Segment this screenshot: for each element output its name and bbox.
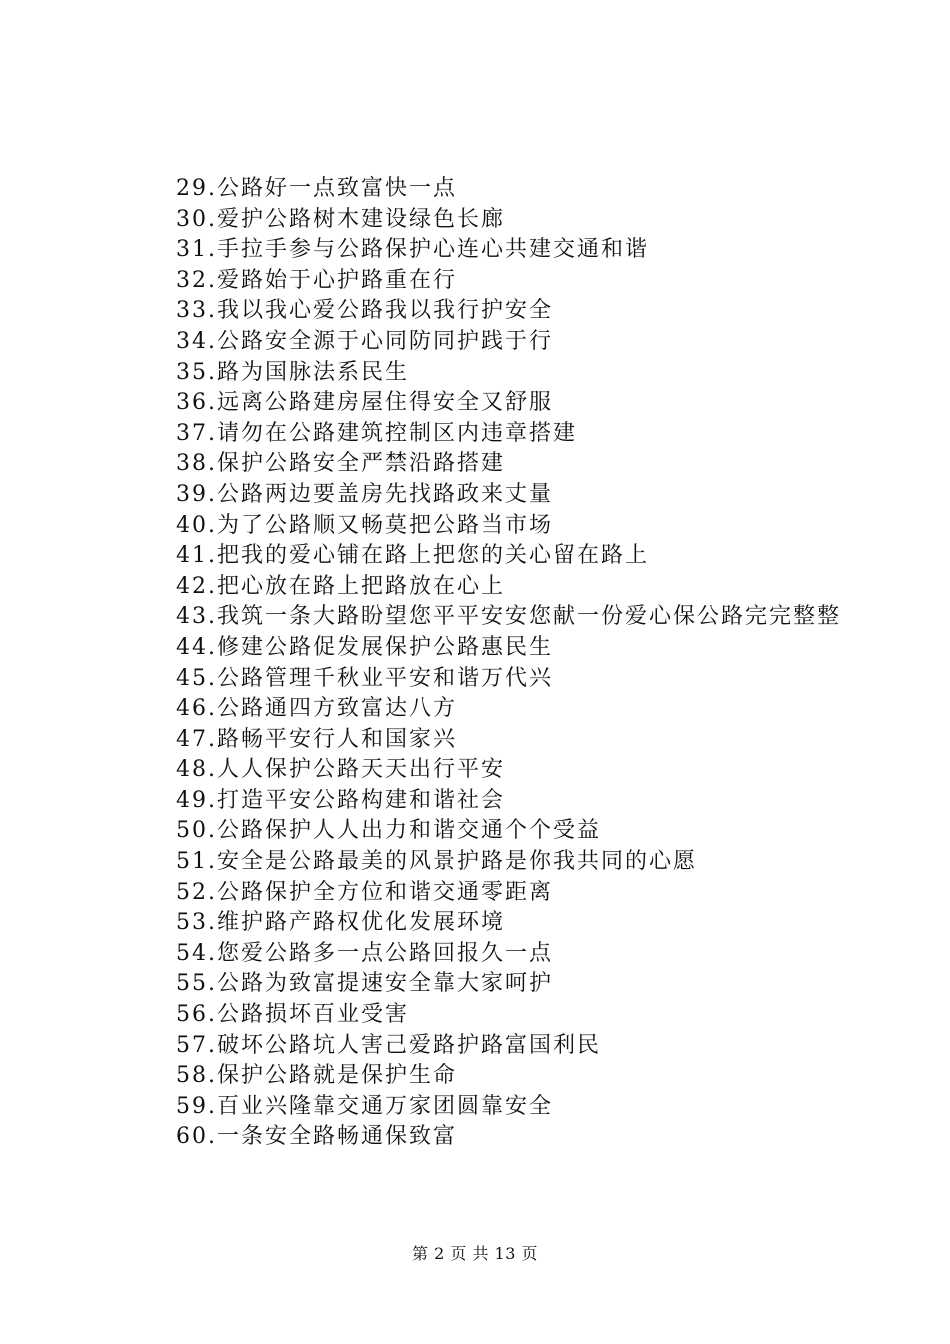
list-item: 40.为了公路顺又畅莫把公路当市场 [176, 512, 553, 538]
list-item: 52.公路保护全方位和谐交通零距离 [176, 879, 553, 905]
list-item: 58.保护公路就是保护生命 [176, 1063, 457, 1089]
list-item: 49.打造平安公路构建和谐社会 [176, 787, 505, 813]
list-item: 38.保护公路安全严禁沿路搭建 [176, 451, 505, 477]
list-item: 59.百业兴隆靠交通万家团圆靠安全 [176, 1093, 553, 1119]
list-item: 31.手拉手参与公路保护心连心共建交通和谐 [176, 237, 649, 263]
list-item: 43.我筑一条大路盼望您平平安安您献一份爱心保公路完完整整 [176, 604, 841, 630]
list-item: 47.路畅平安行人和国家兴 [176, 726, 457, 752]
slogan-list [130, 174, 850, 1153]
page-footer: 第 2 页 共 13 页 [412, 1244, 538, 1263]
list-item: 34.公路安全源于心同防同护践于行 [176, 328, 553, 354]
list-item: 29.公路好一点致富快一点 [176, 176, 457, 201]
list-item: 46.公路通四方致富达八方 [176, 696, 457, 722]
list-item: 41.把我的爱心铺在路上把您的关心留在路上 [176, 543, 649, 569]
list-item: 56.公路损坏百业受害 [176, 1002, 409, 1028]
list-item: 53.维护路产路权优化发展环境 [176, 910, 505, 936]
list-item: 35.路为国脉法系民生 [176, 359, 409, 385]
list-item: 32.爱路始于心护路重在行 [176, 267, 457, 293]
list-item: 37.请勿在公路建筑控制区内违章搭建 [176, 420, 577, 446]
list-item: 60.一条安全路畅通保致富 [176, 1124, 457, 1150]
list-item: 55.公路为致富提速安全靠大家呵护 [176, 971, 553, 997]
list-item: 33.我以我心爱公路我以我行护安全 [176, 298, 553, 324]
list-item: 44.修建公路促发展保护公路惠民生 [176, 634, 553, 660]
list-item: 48.人人保护公路天天出行平安 [176, 757, 505, 783]
list-item: 54.您爱公路多一点公路回报久一点 [176, 940, 553, 966]
list-item: 45.公路管理千秋业平安和谐万代兴 [176, 665, 553, 691]
list-item: 50.公路保护人人出力和谐交通个个受益 [176, 818, 601, 844]
list-item: 57.破坏公路坑人害己爱路护路富国利民 [176, 1032, 601, 1058]
list-item: 36.远离公路建房屋住得安全又舒服 [176, 390, 553, 416]
list-item: 39.公路两边要盖房先找路政来丈量 [176, 481, 553, 507]
list-item: 30.爱护公路树木建设绿色长廊 [176, 206, 505, 232]
list-item: 42.把心放在路上把路放在心上 [176, 573, 505, 599]
list-item: 51.安全是公路最美的风景护路是你我共同的心愿 [176, 849, 697, 875]
